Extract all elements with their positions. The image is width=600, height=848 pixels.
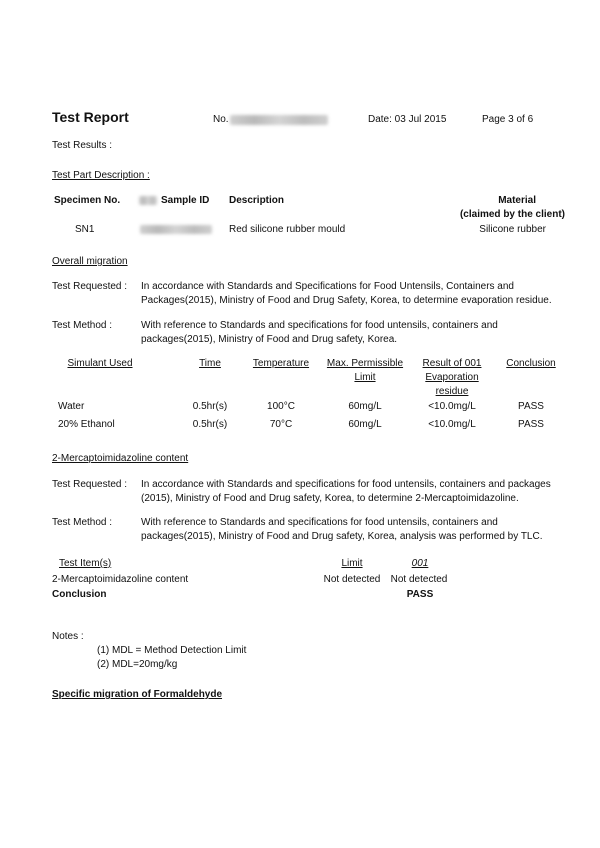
description-header: Description [229,195,285,206]
result-cell: <10.0mg/L [428,401,476,412]
result-header-line2: Evaporation [425,372,479,383]
conclusion-label: Conclusion [52,589,107,600]
specimen-no-cell: SN1 [75,224,95,235]
limit-cell: 60mg/L [348,419,382,430]
formaldehyde-heading: Specific migration of Formaldehyde [52,689,223,700]
conclusion-header: Conclusion [506,358,556,369]
limit-cell: Not detected [323,574,381,585]
om-requested-text: In accordance with Standards and Specifications for Food Untensils, Containers and Packages(2015), Ministry of Food and Drug Safety, Korea, to determine evaporation residue. [141,281,552,306]
om-method-label: Test Method : [52,320,113,331]
conclusion-value: PASS [406,589,434,600]
simulant-cell: 20% Ethanol [58,419,115,430]
test-part-description-label: Test Part Description : [52,170,150,181]
test-item-header: Test Item(s) [59,558,112,569]
result-cell: <10.0mg/L [428,419,476,430]
redacted-sample-id [140,225,212,234]
note-item: (1) MDL = Method Detection Limit [97,645,247,656]
sample-id-header: Sample ID [161,195,210,206]
conclusion-cell: PASS [518,419,544,430]
limit-cell: 60mg/L [348,401,382,412]
temperature-cell: 100°C [267,401,295,412]
conclusion-cell: PASS [518,401,544,412]
report-title: Test Report [52,109,129,125]
redacted-report-number [230,115,328,125]
om-requested-label: Test Requested : [52,281,128,292]
temperature-cell: 70°C [269,419,293,430]
mi-method-label: Test Method : [52,517,113,528]
report-number-label: No. [213,114,229,125]
time-cell: 0.5hr(s) [192,419,228,430]
notes-label: Notes : [52,631,84,642]
result-cell: Not detected [390,574,448,585]
result-header-line1: Result of 001 [422,358,482,369]
specimen-no-header: Specimen No. [54,195,121,206]
mi-requested-label: Test Requested : [52,479,128,490]
page-number: Page 3 of 6 [482,114,534,125]
test-results-label: Test Results : [52,140,113,151]
report-date: Date: 03 Jul 2015 [368,114,447,125]
material-cell: Silicone rubber [479,224,546,235]
limit-header: Limit [341,558,363,569]
max-limit-header-line2: Limit [354,372,376,383]
sample-001-header: 001 [411,558,429,569]
overall-migration-heading: Overall migration [52,256,128,267]
description-cell: Red silicone rubber mould [229,224,346,235]
om-method-text: With reference to Standards and specifications for food untensils, containers and packages(2015), Ministry of Food and Drug safety, Korea. [141,320,498,345]
material-note: (claimed by the client) [459,209,565,220]
mi-requested-text: In accordance with Standards and specifications for food untensils, containers and packages (2015), Ministry of Food and Drug safety, Korea, to determine 2-Mercaptoimidazoline. [141,479,551,504]
redacted-specimen-field [139,196,157,205]
max-limit-header-line1: Max. Permissible [326,358,404,369]
temperature-header: Temperature [252,358,310,369]
time-cell: 0.5hr(s) [192,401,228,412]
material-header: Material [498,195,536,206]
mi-method-text: With reference to Standards and specifications for food untensils, containers and packages(2015), Ministry of Food and Drug safety, Korea, analysis was performed by TLC. [141,517,543,542]
time-header: Time [199,358,221,369]
simulant-cell: Water [58,401,85,412]
test-item-cell: 2-Mercaptoimidazoline content [52,574,189,585]
note-item: (2) MDL=20mg/kg [97,659,178,670]
mercapto-heading: 2-Mercaptoimidazoline content [52,453,189,464]
result-header-line3: residue [435,386,469,397]
simulant-header: Simulant Used [67,358,133,369]
